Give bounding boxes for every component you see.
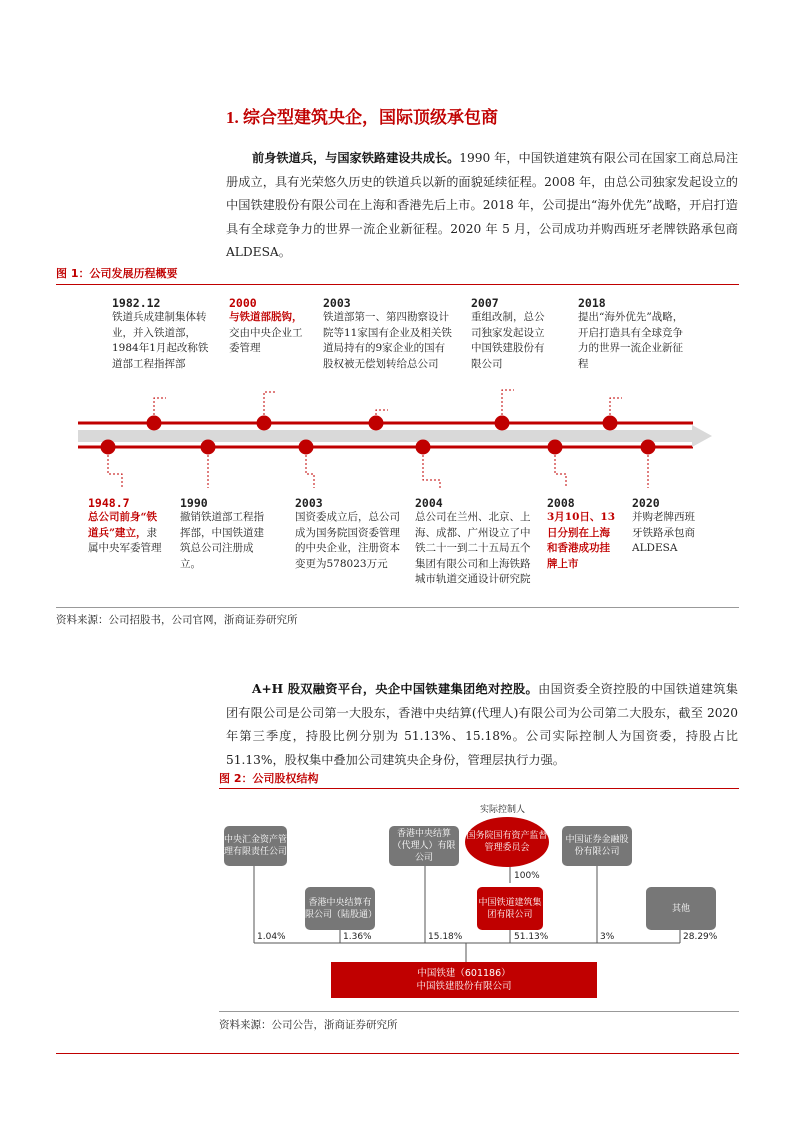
paragraph-history-lead: 前身铁道兵，与国家铁路建设共成长。 bbox=[252, 151, 460, 165]
event-text: 并购老牌西班牙铁路承包商ALDESA bbox=[632, 511, 695, 554]
section-title: 1. 综合型建筑央企，国际顶级承包商 bbox=[226, 108, 498, 127]
event-year: 2003 bbox=[323, 296, 351, 310]
paragraph-shareholding-lead: A+H 股双融资平台，央企中国铁建集团绝对控股。 bbox=[252, 682, 539, 696]
figure2-bottom-rule bbox=[219, 1011, 739, 1012]
event-year: 2020 bbox=[632, 496, 660, 510]
shareholder-box: 中央汇金资产管理有限责任公司 bbox=[224, 826, 287, 866]
company-ticker: 中国铁建（601186） bbox=[417, 968, 511, 979]
holding-pct: 51.13% bbox=[514, 932, 549, 942]
shareholder-box: 中国铁道建筑集团有限公司 bbox=[477, 887, 543, 930]
holding-pct: 1.36% bbox=[343, 932, 372, 942]
holding-pct: 15.18% bbox=[428, 932, 463, 942]
holding-pct: 3% bbox=[600, 932, 615, 942]
event-year: 2008 bbox=[547, 496, 575, 510]
holding-pct: 1.04% bbox=[257, 932, 286, 942]
shareholder-box: 香港中央结算（代理人）有限公司 bbox=[389, 826, 459, 866]
event-text: 与铁道部脱钩，交由中央企业工委管理 bbox=[229, 311, 303, 354]
company-name: 中国铁建股份有限公司 bbox=[416, 981, 512, 992]
event-text: 提出“海外优先”战略，开启打造具有全球竞争力的世界一流企业新征程 bbox=[578, 311, 684, 370]
event-text: 铁道兵成建制集体转业，并入铁道部，1984年1月起改称铁道部工程指挥部 bbox=[112, 311, 209, 370]
event-year: 1982.12 bbox=[112, 296, 161, 310]
event-text: 总公司在兰州、北京、上海、成都、广州设立了中铁二十一到二十五局五个集团有限公司和上海铁路城市轨道交通设计研究院 bbox=[415, 511, 531, 585]
controller-label: 实际控制人 bbox=[480, 805, 526, 815]
event-year: 1948.7 bbox=[88, 496, 130, 510]
company-box bbox=[331, 962, 597, 998]
paragraph-history-body: 1990 年，中国铁道建筑有限公司在国家工商总局注册成立，具有光荣悠久历史的铁道兵以新的面貌延续征程。2008 年，由总公司独家发起设立的中国铁建股份有限公司在上海和香港先后上市。2018 年，公司提出“海外优先”战略，开启打造具有全球竞争力的世界一流企业新征程。2020 年 5 月，公司成功并购西班牙老牌铁路承包商 ALDESA。 bbox=[226, 151, 739, 259]
event-year: 1990 bbox=[180, 496, 208, 510]
event-year: 2003 bbox=[295, 496, 323, 510]
event-text: 重组改制，总公司独家发起设立中国铁建股份有限公司 bbox=[471, 311, 545, 370]
event-year: 2000 bbox=[229, 296, 257, 310]
figure1-title: 图 1：公司发展历程概要 bbox=[56, 267, 178, 280]
holding-pct: 28.29% bbox=[683, 932, 718, 942]
event-year: 2004 bbox=[415, 496, 443, 510]
controller-pct: 100% bbox=[514, 871, 540, 881]
event-year: 2007 bbox=[471, 296, 499, 310]
shareholder-box: 中国证券金融股份有限公司 bbox=[562, 826, 632, 866]
controller-ellipse: 国务院国有资产监督管理委员会 bbox=[465, 817, 549, 867]
figure1-source: 资料来源：公司招股书，公司官网，浙商证券研究所 bbox=[56, 614, 298, 626]
footer-rule bbox=[56, 1053, 739, 1054]
figure2-title: 图 2：公司股权结构 bbox=[219, 772, 319, 785]
event-text: 铁道部第一、第四勘察设计院等11家国有企业及相关铁道局持有的9家企业的国有股权被无偿划转给总公司 bbox=[323, 311, 452, 370]
event-text: 国资委成立后，总公司成为国务院国资委管理的中央企业，注册资本变更为578023万元 bbox=[295, 511, 400, 570]
paragraph-shareholding-body: 由国资委全资控股的中国铁道建筑集团有限公司是公司第一大股东，香港中央结算(代理人)有限公司为公司第二大股东，截至 2020 年第三季度，持股比例分别为 51.13%、15.18%。公司实际控制人为国资委，持股占比 51.13%，股权集中叠加公司建筑央企身份，管理层执行力强。 bbox=[226, 682, 738, 767]
event-text: 3月10日、13日分别在上海和香港成功挂牌上市 bbox=[547, 511, 616, 570]
shareholder-box: 其他 bbox=[646, 887, 716, 930]
figure2-source: 资料来源：公司公告，浙商证券研究所 bbox=[219, 1019, 398, 1031]
shareholder-box: 香港中央结算有限公司（陆股通） bbox=[305, 887, 375, 930]
event-year: 2018 bbox=[578, 296, 606, 310]
event-text: 总公司前身“铁道兵”建立，隶属中央军委管理 bbox=[88, 511, 162, 554]
event-text: 撤销铁道部工程指挥部，中国铁道建筑总公司注册成立。 bbox=[180, 511, 264, 570]
